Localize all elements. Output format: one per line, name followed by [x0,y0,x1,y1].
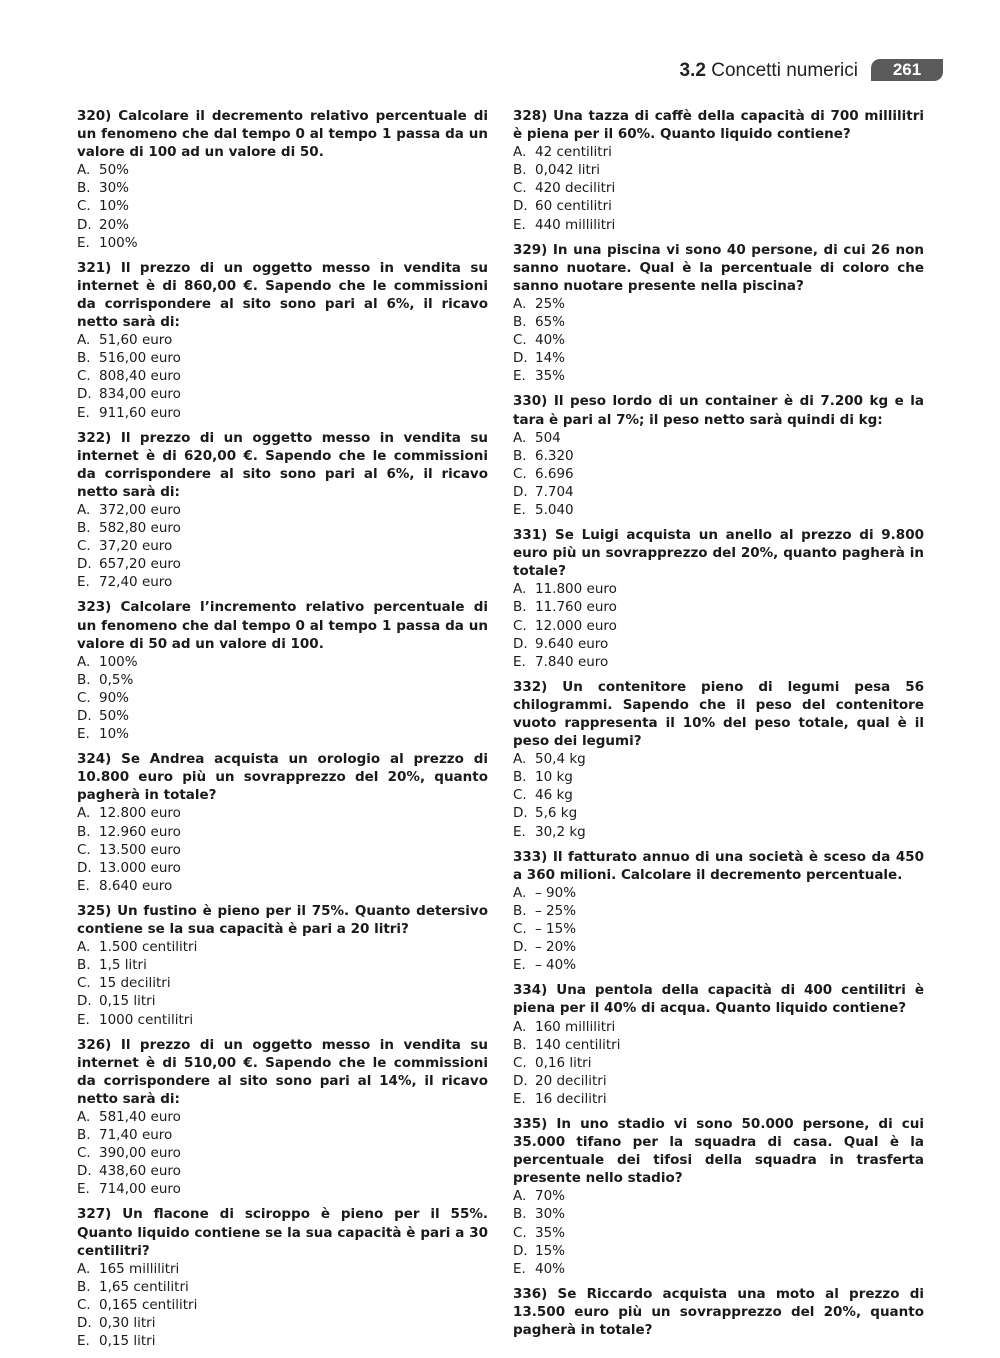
option-letter: D. [513,350,528,367]
option-text: 5,6 kg [535,805,578,822]
option-letter: C. [77,198,91,215]
option-text: – 20% [535,939,577,956]
option-text: 5.040 [535,501,574,518]
option-text: 6.696 [535,465,574,482]
option-letter: B. [77,180,91,197]
option-letter: A. [77,332,91,349]
answer-option [513,429,924,447]
chapter-title: Concetti numerici [711,60,858,81]
question-block [77,429,488,592]
answer-option [77,671,488,689]
option-letter: B. [513,162,527,179]
option-letter: C. [513,332,527,349]
question-text: 328) Una tazza di caffè della capacità di 700 millilitri è piena per il 60%. Quanto liquido contiene? [513,108,924,143]
option-text: 0,165 centilitri [99,1296,198,1313]
answer-option [513,804,924,822]
option-text: 72,40 euro [99,574,173,591]
question-block [513,981,924,1108]
option-text: 50% [99,162,130,179]
answer-option [513,331,924,349]
option-letter: B. [77,823,91,840]
option-letter: E. [77,726,90,743]
answer-option [77,216,488,234]
option-text: – 15% [535,921,577,938]
answer-option [513,295,924,313]
option-letter: C. [77,1296,91,1313]
option-letter: A. [77,653,91,670]
question-block [77,598,488,743]
answer-options [77,501,488,591]
answer-options [77,161,488,251]
answer-option [77,1296,488,1314]
option-letter: A. [513,884,527,901]
answer-option [513,143,924,161]
option-text: 714,00 euro [99,1181,181,1198]
option-text: 20% [99,216,130,233]
option-letter: B. [513,314,527,331]
answer-option [77,804,488,822]
answer-option [513,598,924,616]
answer-option [77,1126,488,1144]
question-block [77,1036,488,1199]
question-block [513,1115,924,1278]
option-text: 50% [99,708,130,724]
option-letter: E. [77,404,90,421]
option-letter: A. [513,429,527,446]
option-letter: B. [77,671,91,688]
option-text: 1,65 centilitri [99,1278,189,1295]
question-text: 332) Un contenitore pieno di legumi pesa 56 chilogrammi. Sapendo che il peso del contenitore vuoto rappresenta il 10% del peso totale, qual è il peso dei legumi? [513,678,924,750]
answer-option [77,707,488,725]
option-letter: C. [513,1054,527,1071]
answer-option [513,1224,924,1242]
answer-option [513,884,924,902]
answer-option [77,689,488,707]
question-block [513,678,924,841]
question-text: 335) In uno stadio vi sono 50.000 persone, di cui 35.000 tifano per la squadra di casa. Qual è la percentuale dei tifosi della squadra in trasferta presente nello stadio? [513,1115,924,1187]
option-text: 12.960 euro [99,823,181,840]
answer-option [513,313,924,331]
question-text: 330) Il peso lordo di un container è di 7.200 kg e la tara è pari al 7%; il peso netto sarà quindi di kg: [513,393,924,428]
answer-option [513,1260,924,1278]
option-letter: D. [77,1163,92,1180]
chapter-heading [680,60,858,82]
answer-option [77,841,488,859]
option-letter: B. [77,1127,91,1144]
option-text: 390,00 euro [99,1145,181,1162]
option-letter: E. [513,957,526,974]
answer-option [513,161,924,179]
answer-option [77,992,488,1010]
answer-option [77,573,488,591]
answer-option [77,537,488,555]
answer-option [77,161,488,179]
option-letter: E. [513,823,526,840]
option-text: 7.704 [535,483,574,500]
answer-option [77,823,488,841]
option-letter: C. [513,921,527,938]
question-block [513,1285,924,1339]
question-block [77,750,488,895]
answer-option [513,367,924,385]
option-text: 16 decilitri [535,1090,607,1107]
answer-option [77,349,488,367]
answer-options [513,429,924,519]
option-text: 657,20 euro [99,556,181,573]
question-text: 336) Se Riccardo acquista una moto al prezzo di 13.500 euro più un sovrapprezzo del 20%, quanto pagherà in totale? [513,1285,924,1338]
option-letter: E. [77,1181,90,1198]
option-letter: D. [513,1072,528,1089]
option-text: 71,40 euro [99,1127,173,1144]
option-letter: A. [77,939,91,956]
answer-options [77,1260,488,1350]
option-letter: D. [77,993,92,1010]
option-letter: E. [77,234,90,251]
option-text: 51,60 euro [99,332,173,349]
option-text: 6.320 [535,447,574,464]
option-text: 0,5% [99,671,134,688]
page-number: 261 [871,59,943,81]
answer-option [513,938,924,956]
answer-option [513,653,924,671]
option-text: 10% [99,198,130,215]
answer-option [513,768,924,786]
question-text: 320) Calcolare il decremento relativo percentuale di un fenomeno che dal tempo 0 al tempo 1 passa da un valore di 100 ad un valore di 50. [77,108,488,161]
answer-options [77,653,488,743]
answer-option [77,501,488,519]
question-block [77,259,488,422]
option-letter: E. [513,501,526,518]
option-text: 12.800 euro [99,805,181,822]
option-letter: D. [513,635,528,652]
option-text: – 90% [535,884,577,901]
option-text: 11.760 euro [535,599,617,616]
answer-options [513,295,924,385]
option-letter: E. [513,216,526,233]
option-letter: A. [513,1018,527,1035]
question-text: 333) Il fatturato annuo di una società è sceso da 450 a 360 milioni. Calcolare il decremento percentuale. [513,848,924,883]
answer-option [513,179,924,197]
option-letter: E. [513,1260,526,1277]
answer-option [513,197,924,215]
option-letter: E. [513,653,526,670]
option-text: 20 decilitri [535,1072,607,1089]
answer-option [77,197,488,215]
answer-option [77,653,488,671]
option-text: 165 millilitri [99,1260,180,1277]
answer-option [513,1054,924,1072]
option-letter: B. [513,447,527,464]
option-letter: C. [77,841,91,858]
option-text: 834,00 euro [99,386,181,403]
answer-option [513,956,924,974]
option-text: 70% [535,1188,566,1205]
option-letter: B. [513,1206,527,1223]
question-text: 322) Il prezzo di un oggetto messo in vendita su internet è di 620,00 €. Sapendo che le commissioni da corrispondere al sito sono pari al 6%, il ricavo netto sarà di: [77,429,488,500]
option-text: 438,60 euro [99,1163,181,1180]
option-letter: A. [513,295,527,312]
option-letter: C. [513,465,527,482]
answer-option [77,404,488,422]
option-text: 10 kg [535,769,573,786]
question-text: 324) Se Andrea acquista un orologio al prezzo di 10.800 euro più un sovrapprezzo del 20%, quanto pagherà in totale? [77,751,488,804]
answer-option [513,617,924,635]
option-text: 1000 centilitri [99,1011,194,1028]
question-text: 323) Calcolare l’incremento relativo percentuale di un fenomeno che dal tempo 0 al tempo 1 passa da un valore di 50 ad un valore di 100. [77,599,488,652]
answer-options [77,804,488,894]
answer-options [513,1018,924,1108]
option-text: 30% [535,1206,566,1223]
option-letter: C. [77,368,91,385]
option-text: 40% [535,1260,566,1277]
answer-option [513,786,924,804]
answer-option [77,1108,488,1126]
option-text: 160 millilitri [535,1018,616,1035]
question-block [513,526,924,671]
answer-option [513,1187,924,1205]
option-text: 372,00 euro [99,501,181,518]
option-text: – 25% [535,902,577,919]
answer-options [513,884,924,974]
option-text: 582,80 euro [99,520,181,537]
answer-option [77,859,488,877]
answer-options [513,1187,924,1277]
left-column [77,107,488,1357]
answer-option [513,580,924,598]
question-text: 334) Una pentola della capacità di 400 centilitri è piena per il 40% di acqua. Quanto liquido contiene? [513,982,924,1017]
answer-option [513,465,924,483]
option-letter: C. [77,538,91,555]
answer-option [77,938,488,956]
option-letter: D. [77,216,92,233]
answer-option [513,1036,924,1054]
answer-option [513,1090,924,1108]
option-text: 46 kg [535,787,573,804]
option-letter: D. [77,556,92,573]
option-letter: D. [513,805,528,822]
option-letter: E. [513,368,526,385]
option-letter: A. [513,581,527,598]
option-letter: C. [513,617,527,634]
answer-option [513,501,924,519]
option-text: 50,4 kg [535,751,586,768]
option-text: 15 decilitri [99,975,171,992]
option-letter: B. [77,957,91,974]
answer-option [77,974,488,992]
answer-option [77,1260,488,1278]
option-text: 15% [535,1242,566,1259]
option-letter: B. [77,350,91,367]
answer-option [77,1011,488,1029]
answer-option [77,179,488,197]
answer-option [77,1314,488,1332]
option-letter: E. [513,1090,526,1107]
question-block [77,902,488,1029]
option-letter: D. [77,1315,92,1331]
question-block [77,1205,488,1350]
answer-option [77,519,488,537]
option-text: 1.500 centilitri [99,939,198,956]
page-header [0,56,1000,86]
answer-option [77,1180,488,1198]
answer-option [77,725,488,743]
option-text: 35% [535,1224,566,1241]
option-text: 30% [99,180,130,197]
answer-option [513,349,924,367]
option-letter: C. [77,975,91,992]
option-text: 0,16 litri [535,1054,592,1071]
option-letter: A. [77,501,91,518]
option-letter: A. [513,1188,527,1205]
option-letter: D. [513,939,528,956]
answer-option [513,920,924,938]
option-letter: A. [77,162,91,179]
option-letter: E. [77,574,90,591]
answer-option [513,902,924,920]
option-text: 12.000 euro [535,617,617,634]
option-letter: C. [513,180,527,197]
option-text: 100% [99,234,138,251]
option-letter: A. [513,144,527,161]
option-text: 0,15 litri [99,993,156,1010]
option-text: 140 centilitri [535,1036,621,1053]
option-letter: A. [77,1108,91,1125]
answer-option [77,234,488,252]
answer-option [77,956,488,974]
option-text: 13.000 euro [99,859,181,876]
option-letter: D. [77,708,92,724]
answer-option [77,1144,488,1162]
option-letter: A. [77,805,91,822]
answer-option [513,635,924,653]
answer-option [77,367,488,385]
answer-option [513,483,924,501]
option-text: 440 millilitri [535,216,616,233]
option-letter: B. [77,1278,91,1295]
option-text: 9.640 euro [535,635,609,652]
option-text: 37,20 euro [99,538,173,555]
option-letter: E. [77,1011,90,1028]
option-text: 0,30 litri [99,1315,156,1331]
option-text: 90% [99,689,130,706]
answer-option [77,331,488,349]
option-text: 0,15 litri [99,1333,156,1350]
option-letter: C. [513,1224,527,1241]
option-text: 420 decilitri [535,180,616,197]
answer-option [513,447,924,465]
option-text: – 40% [535,957,577,974]
option-text: 10% [99,726,130,743]
answer-options [77,1108,488,1198]
answer-option [513,1205,924,1223]
question-text: 325) Un fustino è pieno per il 75%. Quanto detersivo contiene se la sua capacità è pari a 20 litri? [77,902,488,938]
answer-option [77,1332,488,1350]
question-block [77,107,488,252]
option-letter: C. [77,1145,91,1162]
option-text: 60 centilitri [535,198,612,215]
option-letter: C. [77,689,91,706]
option-text: 14% [535,350,566,367]
answer-options [77,938,488,1028]
answer-option [77,385,488,403]
option-letter: E. [77,877,90,894]
answer-option [77,1278,488,1296]
option-letter: D. [513,1242,528,1259]
question-text: 321) Il prezzo di un oggetto messo in vendita su internet è di 860,00 €. Sapendo che le commissioni da corrispondere al sito sono pari al 6%, il ricavo netto sarà di: [77,259,488,331]
option-letter: A. [513,751,527,768]
option-text: 1,5 litri [99,957,147,974]
answer-option [513,1242,924,1260]
option-text: 11.800 euro [535,581,617,598]
question-text: 329) In una piscina vi sono 40 persone, di cui 26 non sanno nuotare. Qual è la percentuale di coloro che sanno nuotare presente nella piscina? [513,241,924,294]
option-letter: B. [513,599,527,616]
answer-options [513,750,924,840]
option-text: 0,042 litri [535,162,601,179]
option-letter: B. [513,1036,527,1053]
option-text: 100% [99,653,138,670]
option-text: 911,60 euro [99,404,181,421]
option-letter: B. [513,902,527,919]
option-letter: C. [513,787,527,804]
option-letter: E. [77,1333,90,1350]
option-text: 30,2 kg [535,823,586,840]
option-text: 516,00 euro [99,350,181,367]
answer-option [513,216,924,234]
option-letter: D. [77,386,92,403]
question-text: 326) Il prezzo di un oggetto messo in vendita su internet è di 510,00 €. Sapendo che le commissioni da corrispondere al sito sono pari al 14%, il ricavo netto sarà di: [77,1036,488,1107]
answer-option [77,1162,488,1180]
option-text: 581,40 euro [99,1108,181,1125]
question-block [513,241,924,386]
answer-option [77,555,488,573]
chapter-number: 3.2 [679,60,706,81]
answer-option [77,877,488,895]
option-letter: A. [77,1260,91,1277]
answer-option [513,750,924,768]
question-block [513,848,924,975]
option-letter: B. [77,520,91,537]
option-text: 25% [535,295,566,312]
answer-options [513,143,924,233]
option-letter: B. [513,769,527,786]
option-text: 42 centilitri [535,144,612,161]
right-column [513,107,924,1346]
option-letter: D. [513,483,528,500]
option-text: 808,40 euro [99,368,181,385]
option-text: 65% [535,314,566,331]
option-text: 8.640 euro [99,877,173,894]
answer-options [77,331,488,421]
answer-option [513,823,924,841]
option-text: 504 [535,429,561,446]
question-text: 331) Se Luigi acquista un anello al prezzo di 9.800 euro più un sovrapprezzo del 20%, quanto pagherà in totale? [513,527,924,580]
option-text: 7.840 euro [535,653,609,670]
option-letter: D. [77,859,92,876]
question-text: 327) Un flacone di sciroppo è pieno per il 55%. Quanto liquido contiene se la sua capacità è pari a 30 centilitri? [77,1206,488,1259]
option-text: 40% [535,332,566,349]
answer-option [513,1072,924,1090]
question-block [513,107,924,234]
question-block [513,392,924,519]
answer-option [513,1018,924,1036]
option-text: 13.500 euro [99,841,181,858]
option-letter: D. [513,198,528,215]
answer-options [513,580,924,670]
option-text: 35% [535,368,566,385]
